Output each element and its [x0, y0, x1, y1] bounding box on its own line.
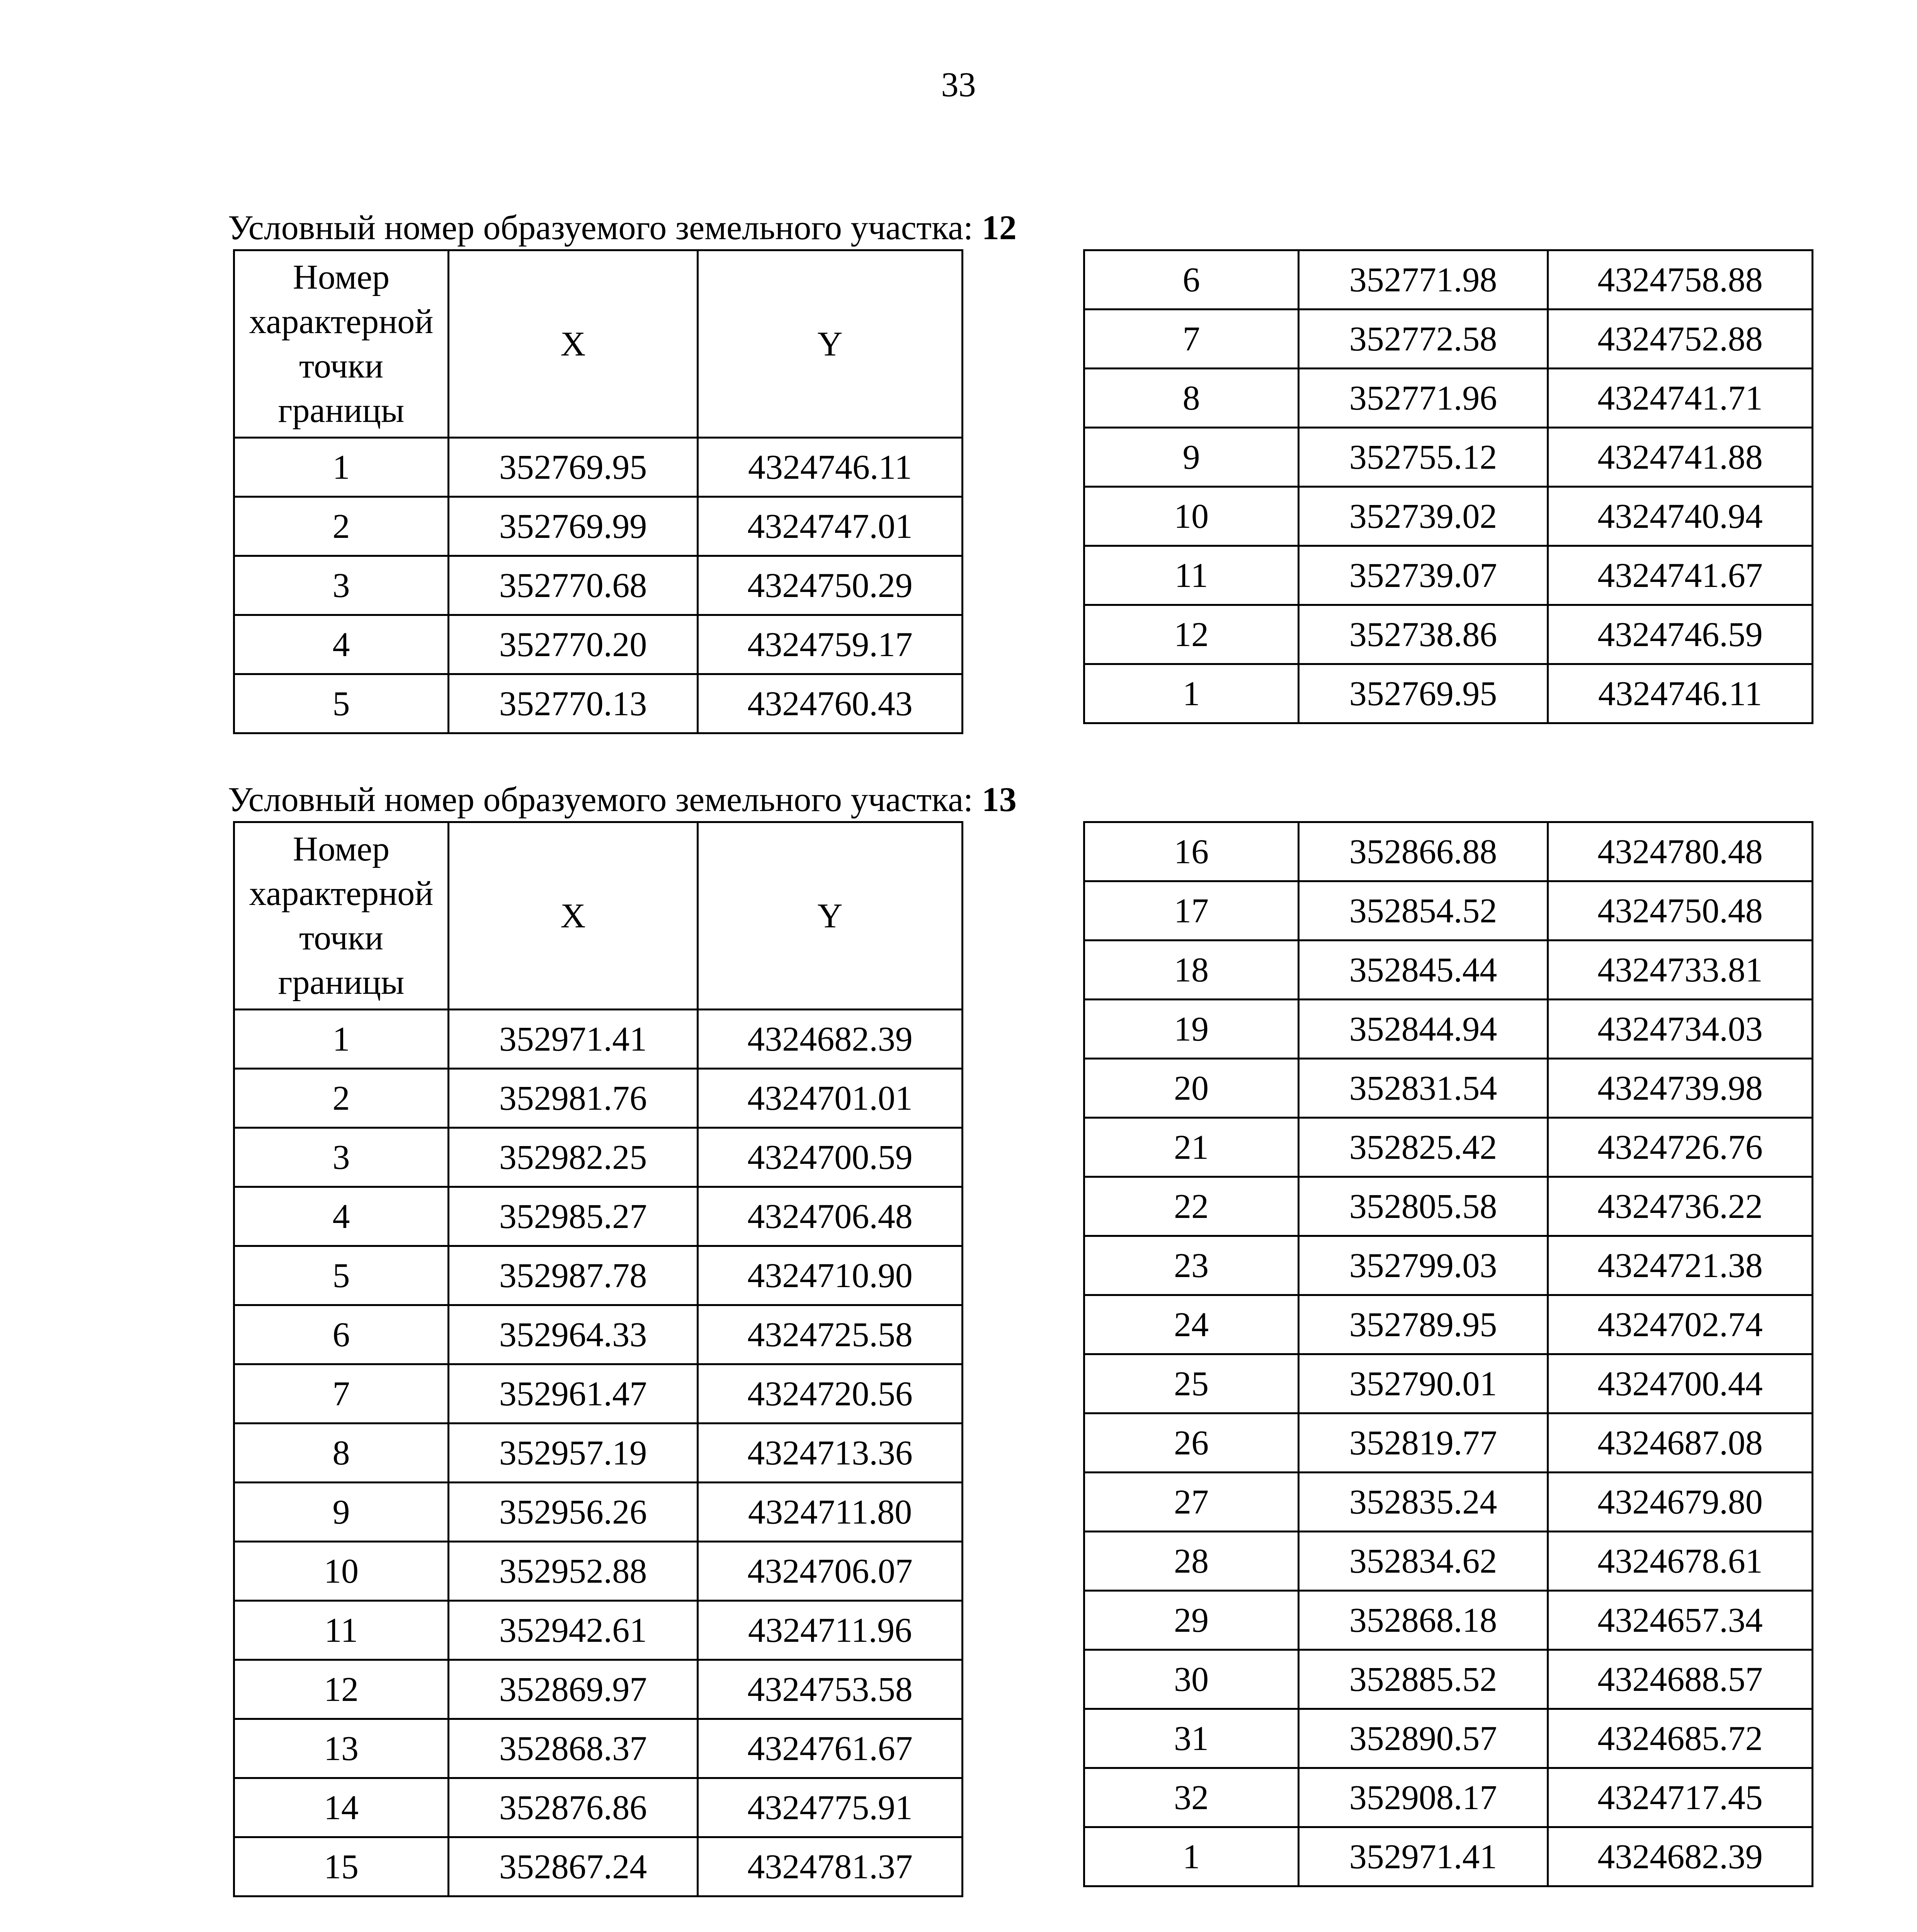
x-coordinate-cell: 352769.95	[1299, 664, 1548, 723]
point-header-line: границы	[278, 391, 405, 430]
x-coordinate-cell: 352769.99	[449, 497, 698, 556]
point-number-cell: 13	[234, 1719, 449, 1778]
point-number-cell: 30	[1084, 1650, 1299, 1709]
x-coordinate-cell: 352834.62	[1299, 1532, 1548, 1591]
point-number-cell: 5	[234, 674, 449, 733]
y-coordinate-cell: 4324702.74	[1548, 1295, 1813, 1354]
table-row	[234, 1423, 963, 1483]
coordinates-table-right	[1083, 821, 1813, 1887]
point-number-cell: 1	[234, 438, 449, 497]
point-number-cell: 23	[1084, 1236, 1299, 1295]
x-coordinate-cell: 352738.86	[1299, 605, 1548, 664]
y-coordinate-cell: 4324720.56	[698, 1364, 963, 1423]
point-number-cell: 1	[1084, 664, 1299, 723]
point-number-cell: 1	[1084, 1827, 1299, 1886]
point-number-cell: 9	[1084, 428, 1299, 487]
table-header-row	[234, 822, 963, 1010]
y-coordinate-cell: 4324752.88	[1548, 310, 1813, 369]
table-row	[1084, 1354, 1813, 1413]
point-header-line: Номер	[293, 830, 390, 868]
table-row	[1084, 428, 1813, 487]
y-coordinate-cell: 4324747.01	[698, 497, 963, 556]
x-coordinate-cell: 352867.24	[449, 1837, 698, 1896]
table-row	[234, 1778, 963, 1837]
x-coordinate-cell: 352876.86	[449, 1778, 698, 1837]
table-row	[234, 1837, 963, 1896]
point-number-cell: 6	[1084, 250, 1299, 310]
y-coordinate-cell: 4324700.44	[1548, 1354, 1813, 1413]
y-coordinate-cell: 4324781.37	[698, 1837, 963, 1896]
y-coordinate-cell: 4324760.43	[698, 674, 963, 733]
x-coordinate-cell: 352770.20	[449, 615, 698, 674]
point-number-cell: 10	[234, 1542, 449, 1601]
section-title	[228, 779, 1017, 821]
x-coordinate-cell: 352845.44	[1299, 940, 1548, 1000]
table-row	[234, 615, 963, 674]
table-row	[234, 1128, 963, 1187]
y-coordinate-cell: 4324706.48	[698, 1187, 963, 1246]
point-number-cell: 7	[1084, 310, 1299, 369]
y-coordinate-cell: 4324657.34	[1548, 1591, 1813, 1650]
y-coordinate-cell: 4324700.59	[698, 1128, 963, 1187]
parcel-number: 12	[981, 209, 1017, 247]
point-number-cell: 2	[234, 1069, 449, 1128]
table-row	[1084, 1827, 1813, 1886]
y-coordinate-cell: 4324750.29	[698, 556, 963, 615]
table-row	[234, 497, 963, 556]
x-coordinate-cell: 352805.58	[1299, 1177, 1548, 1236]
point-number-cell: 5	[234, 1246, 449, 1305]
point-number-cell: 9	[234, 1483, 449, 1542]
x-coordinate-cell: 352868.18	[1299, 1591, 1548, 1650]
table-row	[1084, 250, 1813, 310]
y-coordinate-cell: 4324682.39	[698, 1010, 963, 1069]
x-coordinate-cell: 352971.41	[449, 1010, 698, 1069]
x-coordinate-cell: 352739.07	[1299, 546, 1548, 605]
x-coordinate-cell: 352964.33	[449, 1305, 698, 1364]
point-number-cell: 28	[1084, 1532, 1299, 1591]
point-number-cell: 31	[1084, 1709, 1299, 1768]
y-coordinate-cell: 4324713.36	[698, 1423, 963, 1483]
table-row	[1084, 1177, 1813, 1236]
point-number-cell: 14	[234, 1778, 449, 1837]
table-row	[234, 1187, 963, 1246]
x-coordinate-cell: 352952.88	[449, 1542, 698, 1601]
table-row	[1084, 1295, 1813, 1354]
x-coordinate-cell: 352770.68	[449, 556, 698, 615]
x-header: X	[449, 822, 698, 1010]
section-title	[228, 207, 1017, 249]
table-row	[234, 1542, 963, 1601]
point-header-line: характерной	[249, 303, 434, 341]
y-coordinate-cell: 4324741.88	[1548, 428, 1813, 487]
point-number-cell: 3	[234, 556, 449, 615]
x-coordinate-cell: 352789.95	[1299, 1295, 1548, 1354]
y-coordinate-cell: 4324746.11	[1548, 664, 1813, 723]
y-coordinate-cell: 4324739.98	[1548, 1059, 1813, 1118]
point-number-cell: 2	[234, 497, 449, 556]
point-header-line: характерной	[249, 874, 434, 913]
table-row	[1084, 605, 1813, 664]
table-header-row	[234, 250, 963, 438]
y-coordinate-cell: 4324761.67	[698, 1719, 963, 1778]
parcel-number: 13	[981, 781, 1017, 819]
table-row	[1084, 1768, 1813, 1827]
x-coordinate-cell: 352908.17	[1299, 1768, 1548, 1827]
table-row	[234, 1660, 963, 1719]
x-coordinate-cell: 352985.27	[449, 1187, 698, 1246]
table-row	[234, 1483, 963, 1542]
table-row	[234, 1305, 963, 1364]
x-coordinate-cell: 352854.52	[1299, 881, 1548, 940]
point-number-cell: 1	[234, 1010, 449, 1069]
x-coordinate-cell: 352981.76	[449, 1069, 698, 1128]
table-row	[1084, 1473, 1813, 1532]
x-coordinate-cell: 352982.25	[449, 1128, 698, 1187]
table-row	[1084, 1236, 1813, 1295]
x-coordinate-cell: 352771.98	[1299, 250, 1548, 310]
point-number-cell: 4	[234, 1187, 449, 1246]
coordinates-table-right	[1083, 249, 1813, 724]
table-row	[1084, 822, 1813, 881]
y-coordinate-cell: 4324687.08	[1548, 1413, 1813, 1473]
table-row	[234, 438, 963, 497]
point-number-cell: 8	[234, 1423, 449, 1483]
point-number-cell: 11	[234, 1601, 449, 1660]
y-coordinate-cell: 4324682.39	[1548, 1827, 1813, 1886]
table-row	[1084, 1413, 1813, 1473]
y-coordinate-cell: 4324717.45	[1548, 1768, 1813, 1827]
point-number-cell: 12	[1084, 605, 1299, 664]
table-row	[234, 674, 963, 733]
x-coordinate-cell: 352770.13	[449, 674, 698, 733]
table-row	[1084, 487, 1813, 546]
table-row	[234, 1069, 963, 1128]
x-coordinate-cell: 352971.41	[1299, 1827, 1548, 1886]
x-coordinate-cell: 352987.78	[449, 1246, 698, 1305]
table-row	[234, 556, 963, 615]
y-coordinate-cell: 4324706.07	[698, 1542, 963, 1601]
table-row	[234, 1601, 963, 1660]
table-row	[1084, 881, 1813, 940]
y-coordinate-cell: 4324746.11	[698, 438, 963, 497]
y-coordinate-cell: 4324758.88	[1548, 250, 1813, 310]
table-row	[234, 1719, 963, 1778]
table-row	[234, 1364, 963, 1423]
x-coordinate-cell: 352956.26	[449, 1483, 698, 1542]
y-coordinate-cell: 4324775.91	[698, 1778, 963, 1837]
x-coordinate-cell: 352866.88	[1299, 822, 1548, 881]
point-number-cell: 4	[234, 615, 449, 674]
x-coordinate-cell: 352844.94	[1299, 1000, 1548, 1059]
point-number-cell: 27	[1084, 1473, 1299, 1532]
y-coordinate-cell: 4324734.03	[1548, 1000, 1813, 1059]
table-row	[1084, 1650, 1813, 1709]
table-row	[1084, 369, 1813, 428]
point-header-line: границы	[278, 963, 405, 1002]
point-number-cell: 22	[1084, 1177, 1299, 1236]
y-coordinate-cell: 4324726.76	[1548, 1118, 1813, 1177]
point-number-cell: 17	[1084, 881, 1299, 940]
table-row	[1084, 1059, 1813, 1118]
point-number-cell: 29	[1084, 1591, 1299, 1650]
table-row	[1084, 1591, 1813, 1650]
point-header-line: Номер	[293, 258, 390, 296]
y-coordinate-cell: 4324736.22	[1548, 1177, 1813, 1236]
table-row	[1084, 1709, 1813, 1768]
y-coordinate-cell: 4324759.17	[698, 615, 963, 674]
y-coordinate-cell: 4324710.90	[698, 1246, 963, 1305]
point-number-header	[234, 250, 449, 438]
y-coordinate-cell: 4324711.96	[698, 1601, 963, 1660]
x-coordinate-cell: 352961.47	[449, 1364, 698, 1423]
y-coordinate-cell: 4324721.38	[1548, 1236, 1813, 1295]
x-coordinate-cell: 352739.02	[1299, 487, 1548, 546]
table-row	[1084, 546, 1813, 605]
point-number-header	[234, 822, 449, 1010]
section-title-text: Условный номер образуемого земельного участка:	[228, 781, 973, 819]
x-coordinate-cell: 352825.42	[1299, 1118, 1548, 1177]
page-number: 33	[941, 66, 976, 104]
point-number-cell: 10	[1084, 487, 1299, 546]
y-coordinate-cell: 4324753.58	[698, 1660, 963, 1719]
point-number-cell: 6	[234, 1305, 449, 1364]
x-coordinate-cell: 352957.19	[449, 1423, 698, 1483]
y-coordinate-cell: 4324688.57	[1548, 1650, 1813, 1709]
y-coordinate-cell: 4324725.58	[698, 1305, 963, 1364]
coordinates-table-left	[233, 821, 963, 1897]
y-coordinate-cell: 4324740.94	[1548, 487, 1813, 546]
y-header: Y	[698, 822, 963, 1010]
x-coordinate-cell: 352772.58	[1299, 310, 1548, 369]
y-coordinate-cell: 4324685.72	[1548, 1709, 1813, 1768]
y-coordinate-cell: 4324741.67	[1548, 546, 1813, 605]
x-coordinate-cell: 352819.77	[1299, 1413, 1548, 1473]
table-row	[1084, 1000, 1813, 1059]
point-number-cell: 24	[1084, 1295, 1299, 1354]
x-coordinate-cell: 352890.57	[1299, 1709, 1548, 1768]
point-number-cell: 8	[1084, 369, 1299, 428]
point-number-cell: 18	[1084, 940, 1299, 1000]
section-title-text: Условный номер образуемого земельного участка:	[228, 209, 973, 247]
x-coordinate-cell: 352755.12	[1299, 428, 1548, 487]
table-row	[1084, 940, 1813, 1000]
point-number-cell: 20	[1084, 1059, 1299, 1118]
y-coordinate-cell: 4324701.01	[698, 1069, 963, 1128]
x-coordinate-cell: 352868.37	[449, 1719, 698, 1778]
table-row	[1084, 310, 1813, 369]
point-number-cell: 15	[234, 1837, 449, 1896]
point-number-cell: 7	[234, 1364, 449, 1423]
x-coordinate-cell: 352799.03	[1299, 1236, 1548, 1295]
table-row	[1084, 664, 1813, 723]
x-coordinate-cell: 352869.97	[449, 1660, 698, 1719]
y-coordinate-cell: 4324678.61	[1548, 1532, 1813, 1591]
point-number-cell: 25	[1084, 1354, 1299, 1413]
point-number-cell: 11	[1084, 546, 1299, 605]
table-row	[1084, 1118, 1813, 1177]
x-coordinate-cell: 352771.96	[1299, 369, 1548, 428]
point-header-line: точки	[299, 919, 383, 957]
table-row	[234, 1010, 963, 1069]
x-header: X	[449, 250, 698, 438]
y-coordinate-cell: 4324780.48	[1548, 822, 1813, 881]
point-number-cell: 32	[1084, 1768, 1299, 1827]
table-row	[234, 1246, 963, 1305]
y-coordinate-cell: 4324750.48	[1548, 881, 1813, 940]
point-number-cell: 16	[1084, 822, 1299, 881]
x-coordinate-cell: 352769.95	[449, 438, 698, 497]
x-coordinate-cell: 352885.52	[1299, 1650, 1548, 1709]
point-number-cell: 12	[234, 1660, 449, 1719]
point-header-line: точки	[299, 347, 383, 385]
point-number-cell: 26	[1084, 1413, 1299, 1473]
y-header: Y	[698, 250, 963, 438]
y-coordinate-cell: 4324733.81	[1548, 940, 1813, 1000]
y-coordinate-cell: 4324679.80	[1548, 1473, 1813, 1532]
x-coordinate-cell: 352790.01	[1299, 1354, 1548, 1413]
x-coordinate-cell: 352942.61	[449, 1601, 698, 1660]
x-coordinate-cell: 352835.24	[1299, 1473, 1548, 1532]
y-coordinate-cell: 4324741.71	[1548, 369, 1813, 428]
point-number-cell: 21	[1084, 1118, 1299, 1177]
point-number-cell: 19	[1084, 1000, 1299, 1059]
point-number-cell: 3	[234, 1128, 449, 1187]
coordinates-table-left	[233, 249, 963, 734]
y-coordinate-cell: 4324746.59	[1548, 605, 1813, 664]
y-coordinate-cell: 4324711.80	[698, 1483, 963, 1542]
x-coordinate-cell: 352831.54	[1299, 1059, 1548, 1118]
table-row	[1084, 1532, 1813, 1591]
